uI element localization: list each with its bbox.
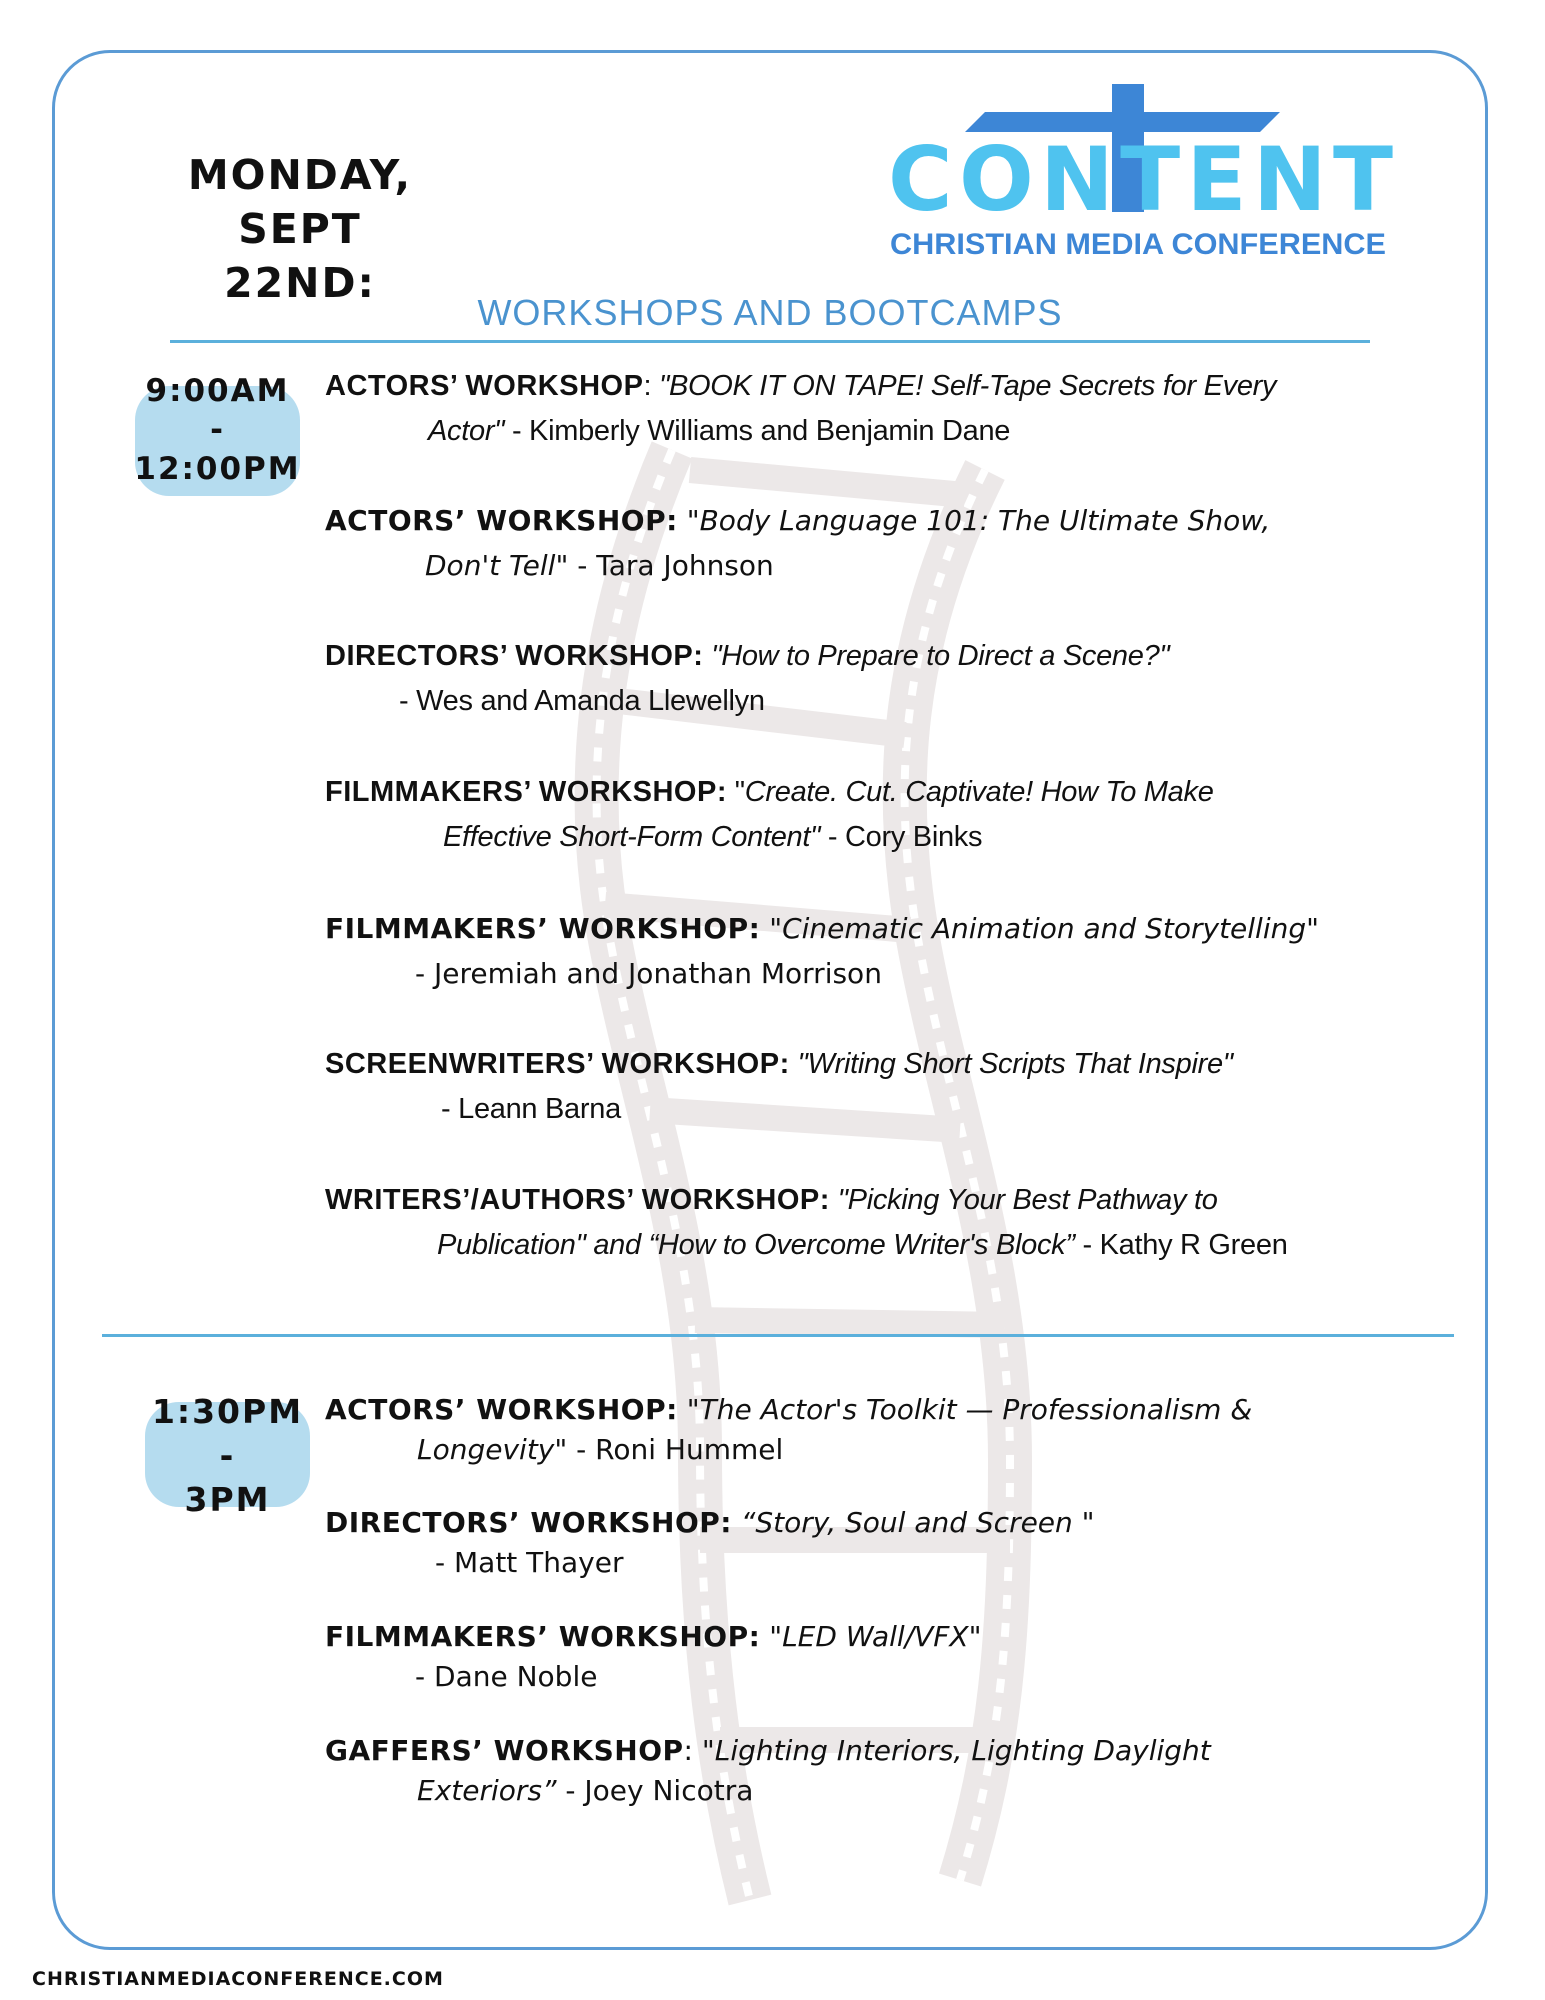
- workshop-presenter: - Jeremiah and Jonathan Morrison: [415, 957, 882, 990]
- morning-start: 9:00AM: [145, 373, 290, 409]
- workshop-category: ACTORS’ WORKSHOP:: [325, 1393, 678, 1426]
- workshop-item: [325, 906, 1435, 996]
- section-title: WORKSHOPS AND BOOTCAMPS: [477, 292, 1063, 333]
- workshop-title: "Writing Short Scripts That Inspire": [797, 1048, 1233, 1080]
- workshop-title: Lighting Interiors, Lighting Daylight: [714, 1734, 1211, 1767]
- workshop-category: SCREENWRITERS’ WORKSHOP:: [325, 1048, 790, 1080]
- workshop-title-cont: Publication" and “How to Overcome Writer's Block”: [437, 1229, 1075, 1261]
- workshop-title: "The Actor's Toolkit — Professionalism &: [686, 1393, 1253, 1426]
- day-line-1: MONDAY, SEPT: [187, 151, 413, 253]
- workshop-presenter: - Matt Thayer: [435, 1546, 624, 1579]
- workshop-category: ACTORS’ WORKSHOP: [325, 370, 644, 402]
- workshop-category: GAFFERS’ WORKSHOP: [325, 1734, 684, 1767]
- title-divider: [170, 340, 1370, 343]
- workshop-category: FILMMAKERS’ WORKSHOP:: [325, 912, 761, 945]
- workshop-item: [325, 634, 1435, 724]
- workshop-title: “Story, Soul and Screen ": [740, 1506, 1095, 1539]
- workshop-title: "Cinematic Animation and Storytelling": [769, 912, 1320, 945]
- afternoon-start: 1:30PM: [151, 1392, 304, 1431]
- workshop-title: "How to Prepare to Direct a Scene?": [711, 640, 1170, 672]
- session-divider: [102, 1334, 1454, 1337]
- workshop-title-cont: Don't Tell": [425, 549, 569, 582]
- workshop-item: [325, 498, 1435, 588]
- workshop-title: "Body Language 101: The Ultimate Show,: [686, 504, 1271, 537]
- workshop-item: [325, 1390, 1435, 1470]
- footer-url[interactable]: CHRISTIANMEDIACONFERENCE.COM: [32, 1968, 444, 1990]
- logo-con: CONTENT: [888, 128, 1393, 231]
- workshop-item: FILMMAKERS’ WORKSHOP: "Create. Cut. Captivate! How To Make Effective Short-Form Content" - Cory Binks: [325, 776, 1214, 853]
- workshop-item: [325, 1503, 1435, 1583]
- workshop-category: DIRECTORS’ WORKSHOP:: [325, 640, 704, 672]
- afternoon-dash: -: [219, 1436, 236, 1475]
- content-conference-logo: [880, 84, 1400, 264]
- morning-end: 12:00PM: [134, 451, 301, 487]
- workshop-item: [325, 1042, 1435, 1132]
- workshop-category: FILMMAKERS’ WORKSHOP:: [325, 776, 727, 808]
- workshop-item: ACTORS’ WORKSHOP: "BOOK IT ON TAPE! Self-Tape Secrets for Every Actor" - Kimberly Williams and Benjamin Dane: [325, 370, 1277, 447]
- workshop-title: "LED Wall/VFX": [769, 1620, 982, 1653]
- morning-dash: -: [210, 412, 225, 448]
- workshop-category: DIRECTORS’ WORKSHOP:: [325, 1506, 732, 1539]
- workshop-presenter: - Kimberly Williams and Benjamin Dane: [504, 415, 1011, 447]
- workshop-category: FILMMAKERS’ WORKSHOP:: [325, 1620, 761, 1653]
- workshop-item: [325, 1178, 1435, 1268]
- workshop-presenter: - Joey Nicotra: [556, 1774, 754, 1807]
- workshop-title-cont: Actor": [428, 415, 505, 447]
- workshop-presenter: - Roni Hummel: [567, 1433, 784, 1466]
- workshop-item: GAFFERS’ WORKSHOP: "Lighting Interiors, Lighting Daylight Exteriors” - Joey Nicotra: [325, 1734, 1211, 1807]
- workshop-title-cont: Exteriors”: [417, 1774, 557, 1807]
- workshop-title: "BOOK IT ON TAPE! Self-Tape Secrets for Every: [658, 370, 1277, 402]
- logo-subtitle: CHRISTIAN MEDIA CONFERENCE: [890, 228, 1386, 261]
- workshop-item: [325, 1617, 1435, 1697]
- afternoon-end: 3PM: [184, 1480, 271, 1519]
- workshop-category: ACTORS’ WORKSHOP:: [325, 504, 678, 537]
- day-line-2: 22ND:: [224, 259, 376, 307]
- workshop-presenter: - Tara Johnson: [568, 549, 774, 582]
- workshop-title: Create. Cut. Captivate! How To Make: [744, 776, 1214, 808]
- workshop-title-cont: Effective Short-Form Content": [443, 821, 821, 853]
- workshop-title-cont: Longevity": [417, 1433, 568, 1466]
- workshop-presenter: - Kathy R Green: [1074, 1229, 1288, 1261]
- workshop-presenter: - Leann Barna: [441, 1093, 621, 1125]
- workshop-presenter: - Cory Binks: [820, 821, 983, 853]
- workshop-title: "Picking Your Best Pathway to: [837, 1184, 1218, 1216]
- day-heading: [120, 148, 480, 310]
- workshop-presenter: - Dane Noble: [415, 1660, 598, 1693]
- workshop-presenter: - Wes and Amanda Llewellyn: [399, 685, 765, 717]
- workshop-category: WRITERS’/AUTHORS’ WORKSHOP:: [325, 1184, 830, 1216]
